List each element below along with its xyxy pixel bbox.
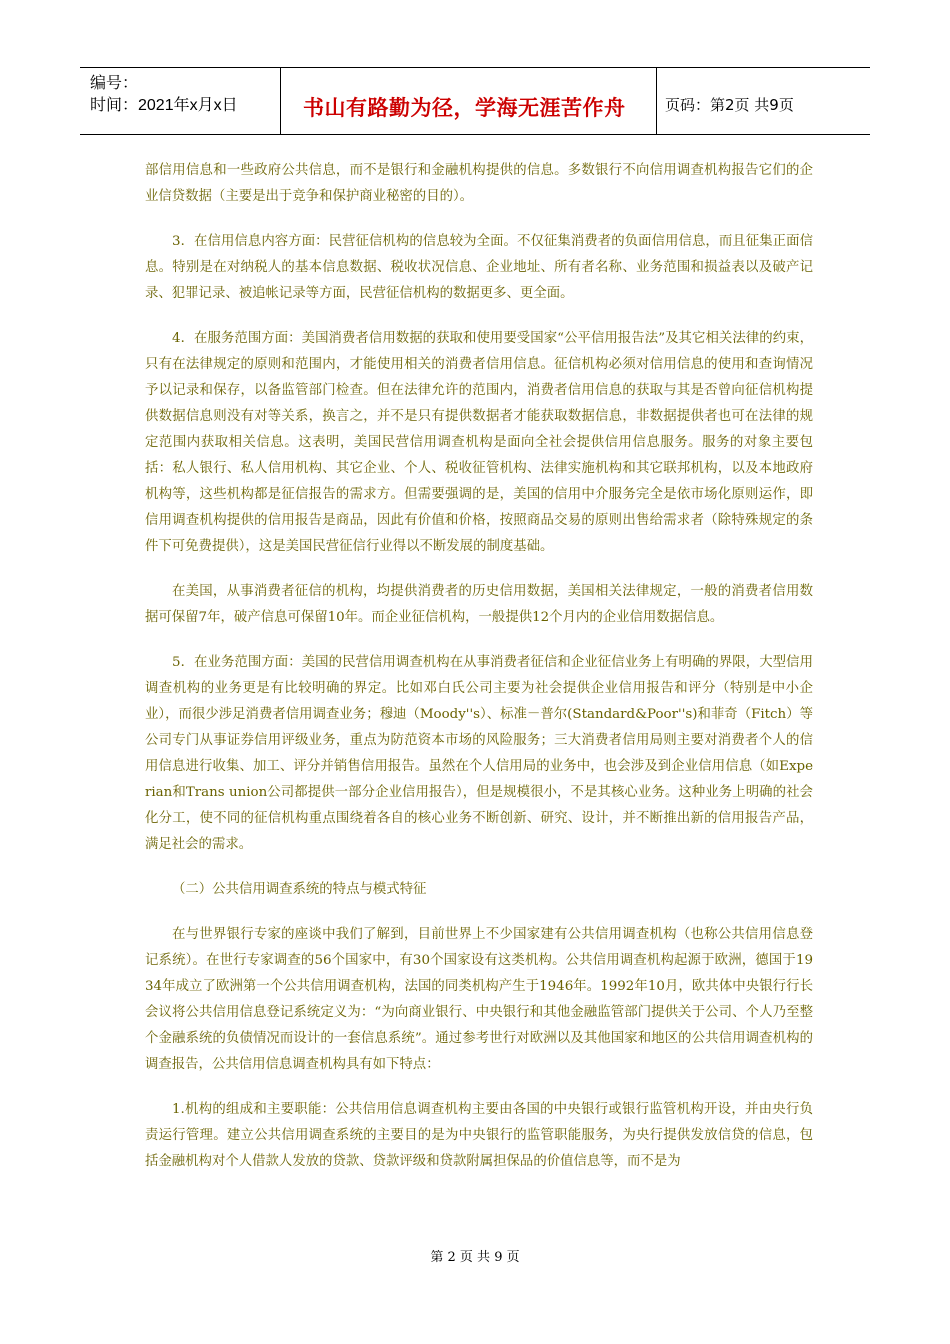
date-label: 时间：2021年x月x日 <box>90 97 238 114</box>
paragraph: 在与世界银行专家的座谈中我们了解到，目前世界上不少国家建有公共信用调查机构（也称公共信用信息登记系统）。在世行专家调查的56个国家中，有30个国家设有这类机构。公共信用调查机构起源于欧洲，德国于1934年成立了欧洲第一个公共信用调查机构，法国的同类机构产生于1946年。1992年10月，欧共体中央银行行长会议将公共信用信息登记系统定义为：“为向商业银行、中央银行和其他金融监管部门提供关于公司、个人乃至整个金融系统的负债情况而设计的一套信息系统”。通过参考世行对欧洲以及其他国家和地区的公共信用调查机构的调查报告，公共信用信息调查机构具有如下特点： <box>145 927 813 1072</box>
document-body <box>145 158 813 1194</box>
paragraph: 3．在信用信息内容方面：民营征信机构的信息较为全面。不仅征集消费者的负面信用信息，而且征集正面信息。特别是在对纳税人的基本信息数据、税收状况信息、企业地址、所有者名称、业务范围和损益表以及破产记录、犯罪记录、被追帐记录等方面，民营征信机构的数据更多、更全面。 <box>145 234 813 301</box>
page-footer: 第 2 页 共 9 页 <box>430 1250 520 1265</box>
paragraph: 5．在业务范围方面：美国的民营信用调查机构在从事消费者征信和企业征信业务上有明确的界限，大型信用调查机构的业务更是有比较明确的界定。比如邓白氏公司主要为社会提供企业信用报告和评分（特别是中小企业），而很少涉足消费者信用调查业务；穆迪（Moody''s）、标准－普尔(Standard&Poor''s)和菲奇（Fitch）等公司专门从事证券信用评级业务，重点为防范资本市场的风险服务；三大消费者信用局则主要对消费者个人的信用信息进行收集、加工、评分并销售信用报告。虽然在个人信用局的业务中，也会涉及到企业信用信息（如Experian和Trans union公司都提供一部分企业信用报告），但是规模很小，不是其核心业务。这种业务上明确的社会化分工，使不同的征信机构重点围绕着各自的核心业务不断创新、研究、设计，并不断推出新的信用报告产品，满足社会的需求。 <box>145 655 813 852</box>
paragraph: 1.机构的组成和主要职能：公共信用信息调查机构主要由各国的中央银行或银行监管机构开设，并由央行负责运行管理。建立公共信用调查系统的主要目的是为中央银行的监管职能服务，为央行提供发放信贷的信息，包括金融机构对个人借款人发放的贷款、贷款评级和贷款附属担保品的价值信息等，而不是为 <box>145 1102 813 1169</box>
header-motto-cell <box>281 68 657 134</box>
page-code: 页码：第2页 共9页 <box>665 96 794 114</box>
header-page-cell <box>657 68 870 134</box>
header-info-cell <box>80 68 281 134</box>
section-heading: （二）公共信用调查系统的特点与模式特征 <box>172 882 427 897</box>
code-label: 编号： <box>90 75 139 92</box>
paragraph: 在美国，从事消费者征信的机构，均提供消费者的历史信用数据，美国相关法律规定，一般的消费者信用数据可保留7年，破产信息可保留10年。而企业征信机构，一般提供12个月内的企业信用数据信息。 <box>145 584 813 625</box>
motto: 书山有路勤为径，学海无涯苦作舟 <box>303 96 626 120</box>
document-header <box>80 67 870 135</box>
paragraph: 4．在服务范围方面：美国消费者信用数据的获取和使用要受国家“公平信用报告法”及其它相关法律的约束，只有在法律规定的原则和范围内，才能使用相关的消费者信用信息。征信机构必须对信用信息的使用和查询情况予以记录和保存，以备监管部门检查。但在法律允许的范围内，消费者信用信息的获取与其是否曾向征信机构提供数据信息则没有对等关系，换言之，并不是只有提供数据者才能获取数据信息，非数据提供者也可在法律的规定范围内获取相关信息。这表明，美国民营信用调查机构是面向全社会提供信用信息服务。服务的对象主要包括：私人银行、私人信用机构、其它企业、个人、税收征管机构、法律实施机构和其它联邦机构，以及本地政府机构等，这些机构都是征信报告的需求方。但需要强调的是，美国的信用中介服务完全是依市场化原则运作，即信用调查机构提供的信用报告是商品，因此有价值和价格，按照商品交易的原则出售给需求者（除特殊规定的条件下可免费提供），这是美国民营征信行业得以不断发展的制度基础。 <box>145 331 813 554</box>
paragraph: 部信用信息和一些政府公共信息，而不是银行和金融机构提供的信息。多数银行不向信用调查机构报告它们的企业信贷数据（主要是出于竞争和保护商业秘密的目的）。 <box>145 163 813 204</box>
